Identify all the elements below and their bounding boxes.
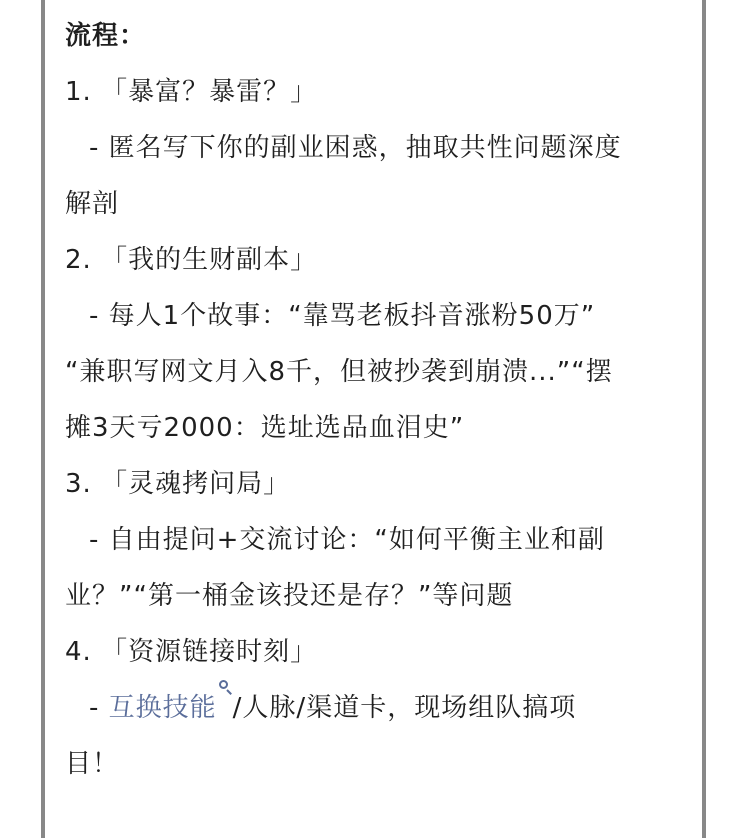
section-heading: 流程： xyxy=(65,21,147,51)
list-item-desc: 业？”“第一桶金该投还是存？”等问题 xyxy=(65,581,514,611)
list-item-title-text: 「灵魂拷问局」 xyxy=(101,469,291,499)
list-item-number: 2. xyxy=(65,245,92,275)
list-item-title-text: 「暴富？暴雷？」 xyxy=(101,77,318,107)
search-keyword-text: 互换技能 xyxy=(108,693,217,723)
list-item-desc: - 每人1个故事：“靠骂老板抖音涨粉50万” xyxy=(89,301,596,331)
list-item-desc: 解剖 xyxy=(65,189,120,219)
list-item-title xyxy=(65,64,690,120)
list-item-number: 1. xyxy=(65,77,92,107)
list-item-desc: 目！ xyxy=(65,749,120,779)
list-item-title xyxy=(65,456,690,512)
list-item-desc: - 匿名写下你的副业困惑，抽取共性问题深度 xyxy=(89,133,622,163)
list-item-desc: - 自由提问+交流讨论：“如何平衡主业和副 xyxy=(89,525,605,555)
list-item-number: 3. xyxy=(65,469,92,499)
search-icon xyxy=(219,680,233,694)
list-item-desc: “兼职写网文月入8千，但被抄袭到崩溃...”“摆 xyxy=(65,357,613,387)
list-item-number: 4. xyxy=(65,637,92,667)
list-item-title xyxy=(65,624,690,680)
list-item-title-text: 「我的生财副本」 xyxy=(101,245,318,275)
desc-prefix: - xyxy=(89,693,109,723)
desc-suffix: /人脉/渠道卡，现场组队搞项 xyxy=(232,693,577,723)
list-item-title-text: 「资源链接时刻」 xyxy=(101,637,318,667)
list-item-desc: 摊3天亏2000：选址选品血泪史” xyxy=(65,413,465,443)
article-body xyxy=(65,8,690,792)
list-item-desc xyxy=(65,680,690,736)
list-item-title xyxy=(65,232,690,288)
search-keyword-link[interactable] xyxy=(109,693,233,723)
